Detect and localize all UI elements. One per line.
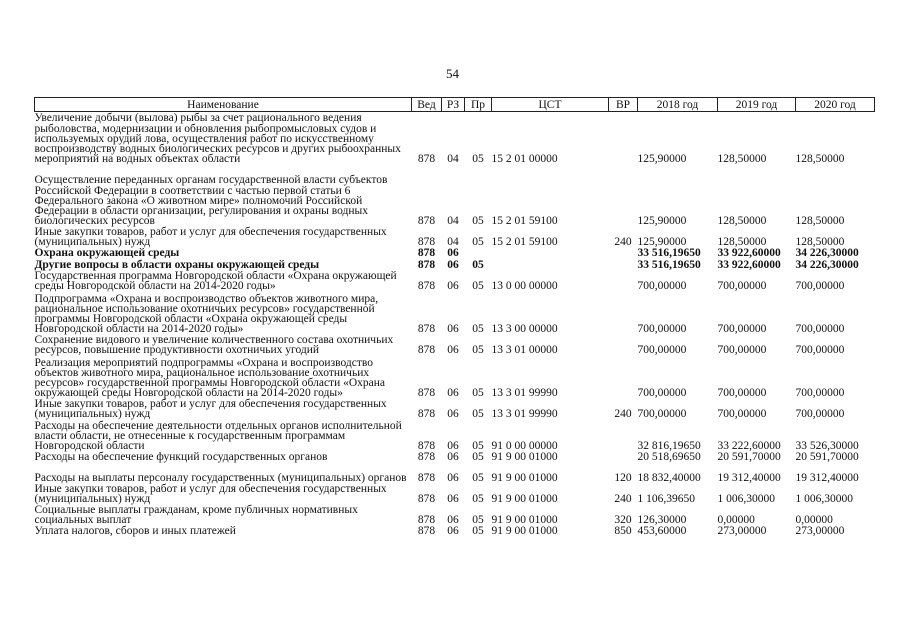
cell-y2018: 700,00000 xyxy=(637,280,687,293)
cell-y2020: 34 226,30000 xyxy=(795,247,859,260)
cell-pr: 05 xyxy=(472,472,484,485)
cell-cst: 15 2 01 59100 xyxy=(491,236,558,249)
cell-cst: 13 3 00 00000 xyxy=(491,323,558,336)
header-2020: 2020 год xyxy=(796,98,875,112)
cell-vr xyxy=(609,335,638,356)
cell-ved: 878 xyxy=(417,451,436,464)
cell-cst: 13 0 00 00000 xyxy=(491,280,558,293)
cell-ved: 878 xyxy=(417,472,436,485)
cell-rz: 06 xyxy=(447,451,459,464)
header-ved: Вед xyxy=(412,98,442,112)
cell-vr xyxy=(609,248,638,259)
cell-rz: 06 xyxy=(447,259,459,272)
cell-pr xyxy=(465,248,492,259)
cell-cst: 13 3 01 99990 xyxy=(491,387,558,400)
cell-name: Государственная программа Новгородской области «Охрана окружающей среды Новгородской области на 2014-2020 годы» xyxy=(34,270,397,293)
cell-rz: 06 xyxy=(447,514,459,527)
cell-y2019: 33 222,60000 xyxy=(717,440,781,453)
cell-name: Реализация мероприятий подпрограммы «Охрана и воспроизводство объектов животного мира, рациональное использование охотничьих ресурсов» государственной программы Новгородской области «Охрана окружающей среды Новгородской области на 2014-2020 годы» xyxy=(34,356,386,400)
cell-y2020: 700,00000 xyxy=(795,280,845,293)
cell-vr xyxy=(609,259,638,271)
cell-name: Уплата налогов, сборов и иных платежей xyxy=(34,525,236,538)
table-row xyxy=(35,505,875,526)
cell-pr: 05 xyxy=(472,387,484,400)
cell-ved: 878 xyxy=(417,344,436,357)
cell-ved: 878 xyxy=(417,525,436,538)
header-name: Наименование xyxy=(35,98,412,112)
cell-y2019: 700,00000 xyxy=(717,280,767,293)
cell-rz: 06 xyxy=(447,280,459,293)
cell-y2019: 128,50000 xyxy=(717,236,767,249)
table-row xyxy=(35,526,875,537)
cell-vr: 120 xyxy=(614,472,632,485)
cell-y2019: 700,00000 xyxy=(717,408,767,421)
cell-y2019: 700,00000 xyxy=(717,323,767,336)
cell-name: Иные закупки товаров, работ и услуг для обеспечения государственных (муниципальных) нужд xyxy=(34,226,387,249)
budget-table xyxy=(34,97,875,537)
table-row xyxy=(35,335,875,356)
cell-y2019: 19 312,40000 xyxy=(717,472,781,485)
cell-y2020: 700,00000 xyxy=(795,323,845,336)
cell-vr xyxy=(609,271,638,292)
cell-y2018: 700,00000 xyxy=(637,387,687,400)
cell-name: Подпрограмма «Охрана и воспроизводство объектов животного мира, рациональное использование охотничьих ресурсов» государственной программы Новгородской области «Охрана окружающей среды Новгородской области на 2014-2020 годы» xyxy=(34,292,379,336)
cell-rz: 04 xyxy=(447,236,459,249)
cell-y2020: 19 312,40000 xyxy=(795,472,859,485)
cell-name: Расходы на выплаты персоналу государственных (муниципальных) органов xyxy=(34,472,407,485)
cell-cst: 15 2 01 59100 xyxy=(491,215,558,228)
cell-y2018: 700,00000 xyxy=(637,344,687,357)
cell-ved: 878 xyxy=(417,323,436,336)
cell-ved: 878 xyxy=(417,514,436,527)
cell-y2020: 273,00000 xyxy=(795,525,845,538)
header-cst: ЦСТ xyxy=(492,98,609,112)
cell-cst: 15 2 01 00000 xyxy=(491,153,558,166)
cell-pr: 05 xyxy=(472,440,484,453)
table-row xyxy=(35,452,875,463)
cell-name: Расходы на обеспечение деятельности отдельных органов исполнительной власти области, не отнесенные к государственным программам Новгородской области xyxy=(34,419,402,453)
cell-ved: 878 xyxy=(417,153,436,166)
cell-pr: 05 xyxy=(472,344,484,357)
cell-y2018: 700,00000 xyxy=(637,408,687,421)
cell-y2018: 453,60000 xyxy=(637,525,687,538)
cell-y2020: 0,00000 xyxy=(795,514,833,527)
cell-y2018: 700,00000 xyxy=(637,323,687,336)
table-body xyxy=(35,112,875,537)
cell-cst: 91 0 00 00000 xyxy=(491,440,558,453)
cell-y2020: 33 526,30000 xyxy=(795,440,859,453)
table-row xyxy=(35,292,875,335)
cell-y2020: 1 006,30000 xyxy=(795,493,853,506)
cell-ved: 878 xyxy=(417,408,436,421)
cell-y2020: 128,50000 xyxy=(795,215,845,228)
cell-name: Другие вопросы в области охраны окружающей среды xyxy=(34,259,320,272)
cell-cst: 91 9 00 01000 xyxy=(491,525,558,538)
cell-ved: 878 xyxy=(417,215,436,228)
cell-pr: 05 xyxy=(472,215,484,228)
cell-vr: 240 xyxy=(614,493,632,506)
cell-cst: 91 9 00 01000 xyxy=(491,493,558,506)
cell-y2020: 700,00000 xyxy=(795,387,845,400)
cell-ved: 878 xyxy=(417,493,436,506)
cell-y2019: 33 922,60000 xyxy=(717,247,781,260)
table-row xyxy=(35,484,875,505)
table-row xyxy=(35,259,875,271)
cell-name: Иные закупки товаров, работ и услуг для обеспечения государственных (муниципальных) нужд xyxy=(34,398,387,421)
cell-pr: 05 xyxy=(472,153,484,166)
cell-y2019: 273,00000 xyxy=(717,525,767,538)
cell-vr xyxy=(609,420,638,452)
cell-y2020: 700,00000 xyxy=(795,408,845,421)
cell-name: Расходы на обеспечение функций государственных органов xyxy=(34,451,328,464)
cell-ved: 878 xyxy=(417,247,436,260)
cell-vr xyxy=(609,356,638,399)
table-row xyxy=(35,420,875,452)
cell-y2020: 20 591,70000 xyxy=(795,451,859,464)
cell-name: Увеличение добычи (вылова) рыбы за счет рационального ведения рыболовства, модернизации и обновления рыбопромысловых судов и используемых орудий лова, осуществления работ по искусственному воспроизводству водных биологических ресурсов и других рыбоохранных мероприятий на водных объектах области xyxy=(34,112,401,166)
cell-vr: 240 xyxy=(614,408,632,421)
cell-cst: 91 9 00 01000 xyxy=(491,514,558,527)
cell-cst: 13 3 01 00000 xyxy=(491,344,558,357)
cell-vr xyxy=(609,452,638,463)
cell-pr: 05 xyxy=(472,323,484,336)
cell-y2019: 0,00000 xyxy=(717,514,755,527)
cell-rz: 06 xyxy=(447,247,459,260)
cell-rz: 04 xyxy=(447,215,459,228)
cell-pr: 05 xyxy=(472,493,484,506)
cell-pr: 05 xyxy=(472,259,484,272)
cell-pr: 05 xyxy=(472,525,484,538)
cell-y2018: 1 106,39650 xyxy=(637,493,695,506)
cell-y2018: 33 516,19650 xyxy=(637,259,701,272)
cell-y2019: 1 006,30000 xyxy=(717,493,775,506)
cell-y2020: 34 226,30000 xyxy=(795,259,859,272)
cell-y2018: 125,90000 xyxy=(637,153,687,166)
cell-y2018: 33 516,19650 xyxy=(637,247,701,260)
table-row xyxy=(35,399,875,420)
cell-cst: 91 9 00 01000 xyxy=(491,472,558,485)
cell-vr xyxy=(609,112,638,165)
page-number: 54 xyxy=(446,66,459,81)
cell-name: Иные закупки товаров, работ и услуг для обеспечения государственных (муниципальных) нужд xyxy=(34,483,387,506)
cell-cst: 13 3 01 99990 xyxy=(491,408,558,421)
cell-y2018: 126,30000 xyxy=(637,514,687,527)
cell-pr: 05 xyxy=(472,280,484,293)
cell-y2018: 32 816,19650 xyxy=(637,440,701,453)
cell-y2020: 128,50000 xyxy=(795,236,845,249)
cell-rz: 06 xyxy=(447,525,459,538)
table-row xyxy=(35,227,875,248)
cell-y2018: 125,90000 xyxy=(637,236,687,249)
table-row xyxy=(35,248,875,259)
cell-vr: 320 xyxy=(614,514,632,527)
cell-vr xyxy=(609,292,638,335)
cell-rz: 04 xyxy=(447,153,459,166)
cell-y2020: 700,00000 xyxy=(795,344,845,357)
cell-vr: 850 xyxy=(614,525,632,538)
cell-rz: 06 xyxy=(447,387,459,400)
cell-cst xyxy=(492,248,609,259)
cell-ved: 878 xyxy=(417,236,436,249)
cell-rz: 06 xyxy=(447,344,459,357)
cell-y2019: 128,50000 xyxy=(717,215,767,228)
table-row xyxy=(35,271,875,292)
table-header-row xyxy=(35,98,875,112)
cell-y2018: 18 832,40000 xyxy=(637,472,701,485)
cell-y2019: 128,50000 xyxy=(717,153,767,166)
cell-rz: 06 xyxy=(447,408,459,421)
cell-rz: 06 xyxy=(447,493,459,506)
cell-name: Социальные выплаты гражданам, кроме публичных нормативных социальных выплат xyxy=(34,504,358,527)
cell-pr: 05 xyxy=(472,408,484,421)
cell-cst xyxy=(492,259,609,271)
header-vr: ВР xyxy=(609,98,638,112)
cell-name: Осуществление переданных органам государственной власти субъектов Российской Федерации в соответствии с частью первой статьи 6 Федерального закона «О животном мире» полномочий Российской Федерации в области организации, регулирования и охраны водных биологических ресурсов xyxy=(34,174,388,228)
cell-ved: 878 xyxy=(417,387,436,400)
cell-y2020: 128,50000 xyxy=(795,153,845,166)
cell-y2018: 125,90000 xyxy=(637,215,687,228)
header-pr: Пр xyxy=(465,98,492,112)
cell-y2019: 20 591,70000 xyxy=(717,451,781,464)
cell-vr: 240 xyxy=(614,236,632,249)
cell-y2019: 700,00000 xyxy=(717,344,767,357)
table-row xyxy=(35,112,875,165)
table-row xyxy=(35,356,875,399)
cell-name: Сохранение видового и увеличение количественного состава охотничьих ресурсов, повышение продуктивности охотничьих угодий xyxy=(34,334,394,357)
cell-ved: 878 xyxy=(417,440,436,453)
cell-y2019: 700,00000 xyxy=(717,387,767,400)
cell-y2019: 33 922,60000 xyxy=(717,259,781,272)
cell-rz: 06 xyxy=(447,440,459,453)
cell-rz: 06 xyxy=(447,472,459,485)
cell-rz: 06 xyxy=(447,323,459,336)
header-2018: 2018 год xyxy=(638,98,718,112)
cell-cst: 91 9 00 01000 xyxy=(491,451,558,464)
cell-y2018: 20 518,69650 xyxy=(637,451,701,464)
header-rz: РЗ xyxy=(442,98,465,112)
cell-name: Охрана окружающей среды xyxy=(34,247,180,260)
header-2019: 2019 год xyxy=(718,98,796,112)
cell-vr xyxy=(609,165,638,227)
cell-ved: 878 xyxy=(417,259,436,272)
cell-pr: 05 xyxy=(472,514,484,527)
table-row xyxy=(35,165,875,227)
table-row xyxy=(35,463,875,484)
cell-pr: 05 xyxy=(472,236,484,249)
cell-pr: 05 xyxy=(472,451,484,464)
cell-ved: 878 xyxy=(417,280,436,293)
